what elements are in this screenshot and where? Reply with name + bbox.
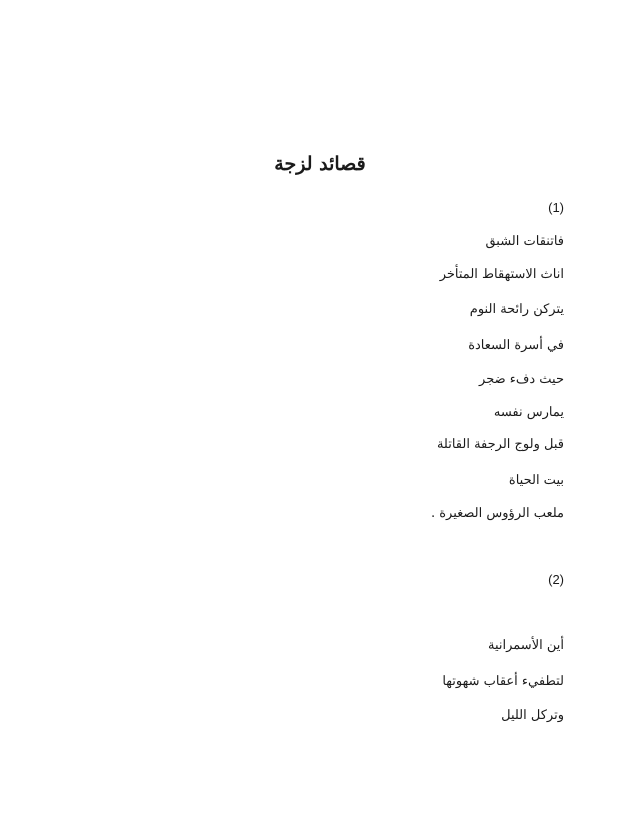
poem-line: لتطفيء أعقاب شهوتها	[442, 674, 564, 689]
poem-line: أين الأسمرانية	[488, 638, 564, 653]
poem-line: اناث الاستهقاط المتأخر	[439, 267, 564, 282]
section-2-number: (2)	[548, 572, 564, 587]
poem-line: وتركل الليل	[501, 708, 564, 723]
poem-line: ملعب الرؤوس الصغيرة .	[430, 506, 564, 521]
poem-line: فاتنقات الشبق	[485, 234, 564, 249]
poem-line: حيث دفء ضجر	[479, 372, 564, 387]
poem-line: بيت الحياة	[508, 473, 564, 488]
poem-line: في أسرة السعادة	[468, 338, 564, 353]
poem-line: يتركن رائحة النوم	[469, 302, 564, 317]
section-1-number: (1)	[548, 200, 564, 215]
poem-line: قبل ولوج الرجفة القاتلة	[436, 437, 564, 452]
poem-line: يمارس نفسه	[493, 405, 564, 420]
page-title: قصائد لزجة	[274, 153, 366, 175]
